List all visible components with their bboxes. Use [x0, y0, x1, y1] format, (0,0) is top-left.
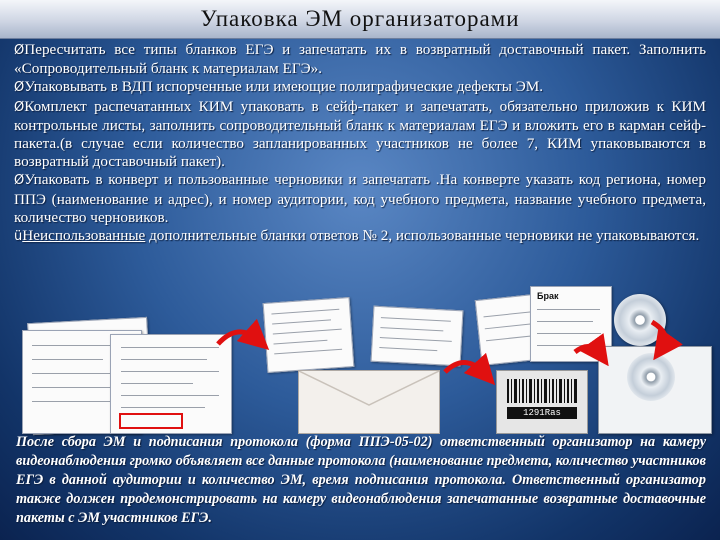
checkmark-bullet-icon: ü — [14, 229, 23, 245]
slide-body — [14, 41, 706, 246]
flow-arrows — [0, 282, 720, 432]
arrow-bullet-icon: Ø — [14, 173, 25, 189]
red-arrow-icon — [445, 362, 485, 374]
red-arrow-icon — [218, 332, 258, 344]
red-arrow-icon — [652, 322, 665, 348]
brak-label: Брак — [537, 291, 559, 301]
underlined-word: Неиспользованные — [22, 227, 146, 245]
list-item — [14, 227, 706, 246]
list-item — [14, 98, 706, 172]
arrow-bullet-icon: Ø — [14, 99, 25, 115]
arrow-bullet-icon: Ø — [14, 43, 25, 58]
list-item — [14, 78, 706, 97]
barcode-number: 1291Ras — [507, 407, 577, 419]
list-item-text: Комплект распечатанных КИМ упаковать в сейф-пакет и запечатать, обязательно приложив к КИМ контрольные листы, заполнить сопроводительный бланк к материалам ЕГЭ и вложить его в карман сейф-пакета.(в случае если количество запланированных участников не более 7, КИМ упаковываются в возвратный доставочный пакет). — [14, 97, 706, 171]
list-item-text: Пересчитать все типы бланков ЕГЭ и запечатать их в возвратный доставочный пакет. Заполнить «Сопроводительный бланк к материалам ЕГЭ». — [14, 41, 706, 78]
slide-title: Упаковка ЭМ организаторами — [200, 6, 520, 31]
list-item — [14, 41, 706, 78]
title-bar — [0, 0, 720, 39]
notice-text: После сбора ЭМ и подписания протокола (форма ППЭ-05-02) ответственный организатор на камеру видеонаблюдения громко объявляет все данные протокола (наименование предмета, количество участников ЕГЭ в данной аудитории и количество ЭМ, время подписания протокола. Ответственный организатор также должен продемонстрировать на камеру видеонаблюдения запечатанные возвратные доставочные пакеты с ЭМ участников ЕГЭ. — [16, 434, 706, 526]
arrow-bullet-icon: Ø — [14, 80, 25, 96]
list-item-text: дополнительные бланки ответов № 2, использованные черновики не упаковываются. — [145, 227, 700, 245]
list-item — [14, 171, 706, 227]
red-arrow-icon — [575, 346, 600, 354]
list-item-text: Упаковать в конверт и пользованные черновики и запечатать .На конверте указать код региона, номер ППЭ (наименование и адрес), и номер аудитории, код учебного предмета, название учебного предмета, количество черновиков. — [14, 171, 706, 226]
list-item-text: Упаковывать в ВДП испорченные или имеющие полиграфические дефекты ЭМ. — [24, 78, 544, 96]
illustration-strip — [0, 282, 720, 432]
